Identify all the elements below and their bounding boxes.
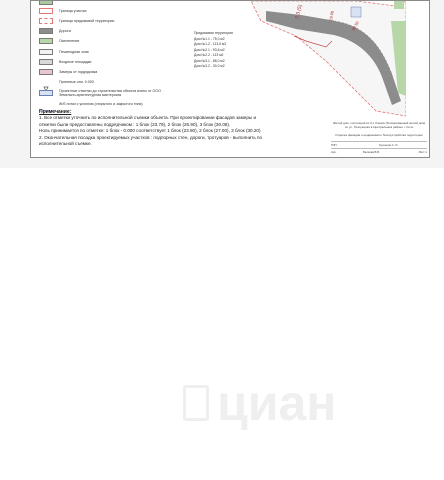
legend-label: Принятые отм. 0.000 [59, 80, 94, 84]
legend-swatch [39, 59, 53, 65]
map-label: 2.3 (5) [294, 4, 304, 20]
area-line: Дом №1.1 - 75,0 м2 [194, 36, 225, 41]
legend-label: Ж/б лотки с уклоном (открытого и закрытого типа) [59, 102, 143, 106]
legend-item [39, 6, 87, 16]
map-label: 28.50 [350, 20, 360, 32]
watermark-text: циан [217, 375, 337, 431]
title-block-sheet: Лист 1 [418, 150, 427, 154]
title-block-row [331, 141, 427, 148]
note-line: 2. Окончательная посадка проектируемых участков : подпорных стен, дороги, тротуаров - выполнить по [39, 134, 263, 140]
legend-swatch [39, 28, 53, 34]
legend-swatch [39, 8, 53, 14]
legend-swatch [39, 69, 53, 75]
legend-label: Проектные отметки до строительства объекта взяты от ООО Земельно-архитектурная мастерская [59, 89, 161, 97]
note-line: 1. Все отметки уточнить по исполнительной съемки объекта. При проектировании фасадов замеры и [39, 115, 257, 120]
legend-item [39, 57, 91, 67]
title-block-row [331, 148, 427, 155]
area-line: Дом №2.2 - 113 м2 [194, 53, 224, 57]
notes-title: Примечание: [39, 109, 72, 115]
note-line: отметки были предоставлены подрядчиком : 1 блок (23.79), 2 блок (26.90), 3 блок (30.08). [39, 121, 231, 127]
title-block-role: ГИП [331, 143, 337, 147]
area-line: Дом №1.2 - 113,6 м2 [194, 42, 227, 46]
note-line: исполнительной съемке. [39, 141, 92, 147]
legend-item [39, 47, 89, 57]
legend-item [39, 77, 94, 87]
title-block-subtitle: Отделка фасадов и недвижимого благоустройства территории [335, 133, 423, 137]
document-sheet [30, 0, 430, 158]
title-block-name: Белкова В.В. [363, 150, 380, 154]
legend-item [39, 16, 114, 26]
legend-label: Граница придомовой территории [59, 19, 115, 23]
legend-swatch [39, 49, 53, 55]
legend-item [39, 36, 79, 46]
legend-item [39, 99, 143, 109]
legend-label: Дорога [59, 29, 71, 33]
legend-item [39, 87, 169, 99]
legend-item [39, 67, 97, 77]
legend-swatch [39, 79, 53, 85]
site-plan-drawing [206, 1, 406, 121]
legend-label: Озеленение [59, 39, 80, 43]
area-list-title: Придомовая территория [194, 31, 233, 35]
note-line: Ноль принимается по отметке: 1 блок - 0.000 соответствует 1 блок (23.90), 2 блок (27.00), 3 блок (30.20) [39, 128, 261, 134]
title-block-title: Жилой дом, состоящий из 3-х блоков (блокированный жилой дом) по ул. Тихорецкая в Центральном районе г. Сочи [332, 121, 426, 129]
area-line: Дом №3.2 - 30,0 м2 [194, 64, 225, 68]
legend-label: Входные площадки [59, 60, 92, 64]
legend-swatch [39, 101, 53, 107]
legend-item [39, 26, 71, 36]
title-block [331, 121, 427, 155]
legend-swatch [39, 90, 53, 96]
legend-label: Граница участка [59, 9, 87, 13]
watermark [183, 358, 423, 448]
map-label: 29.00 [328, 10, 335, 22]
area-line: Дом №2.1 - 93,6 м2 [194, 47, 225, 52]
title-block-role: Арх. [331, 150, 337, 154]
legend-swatch [39, 18, 53, 24]
legend-swatch [39, 0, 53, 5]
title-block-name: Кузнецов С. И. [379, 143, 399, 147]
notes [39, 109, 309, 148]
area-line: Дом №3.1 - 88,0 м2 [194, 58, 225, 63]
legend-label: Замеры от подрядчика [59, 70, 98, 74]
legend-swatch [39, 38, 53, 44]
legend-label: Пешеходная зона [59, 50, 89, 54]
watermark-logo-icon [183, 385, 209, 421]
